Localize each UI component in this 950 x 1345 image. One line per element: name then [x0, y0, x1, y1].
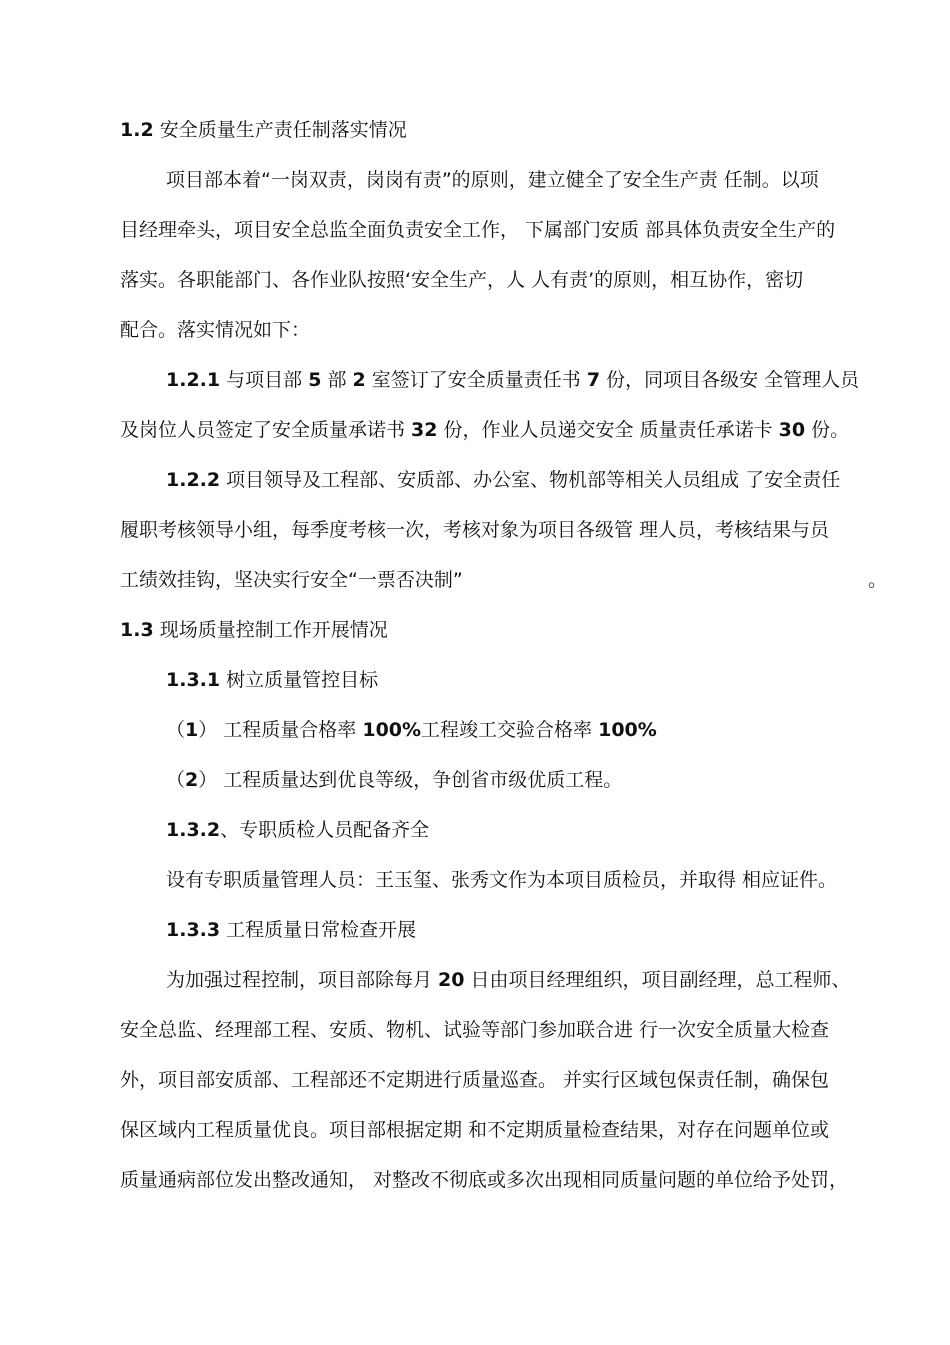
subsection-number: 1.3.3 — [166, 919, 221, 941]
subsection-number: 1.3.2 — [166, 819, 221, 841]
number: 20 — [438, 969, 465, 991]
paragraph-line: 配合。落实情况如下： — [120, 319, 311, 341]
percentage: 100% — [362, 719, 422, 741]
paragraph-1-2-1-line-1 — [166, 365, 880, 395]
subsection-title: 、专职质检人员配备齐全 — [220, 819, 430, 841]
section-number: 1.3 — [120, 619, 154, 641]
subsection-1-3-2-heading — [166, 815, 880, 845]
text-run: 工绩效挂钩，坚决实行安全“一票否决制” — [120, 569, 463, 591]
subsection-title: 工程质量日常检查开展 — [220, 919, 417, 941]
paragraph-line: 落实。各职能部门、各作业队按照‘安全生产，人 人有责’的原则，相互协作，密切 — [120, 269, 804, 291]
list-item-1 — [166, 715, 880, 745]
section-number: 1.2 — [120, 119, 154, 141]
text-run: 与项目部 — [220, 369, 309, 391]
number: 5 — [308, 369, 322, 391]
text-run: 项目领导及工程部、安质部、办公室、物机部等相关人员组成 了安全责任 — [220, 469, 841, 491]
paragraph-line: 外，项目部安质部、工程部还不定期进行质量巡查。 并实行区域包保责任制，确保包 — [120, 1069, 830, 1091]
text-run: ） 工程质量达到优良等级，争创省市级优质工程。 — [198, 769, 623, 791]
text-run: 份，作业人员递交安全 质量责任承诺卡 — [437, 419, 779, 441]
text-run: 部 — [321, 369, 353, 391]
paragraph-line: 安全总监、经理部工程、安质、物机、试验等部门参加联合进 行一次安全质量大检查 — [120, 1019, 830, 1041]
period-mark: 。 — [868, 569, 888, 591]
text-run: 室签订了安全质量责任书 — [365, 369, 587, 391]
item-number: 2 — [185, 769, 199, 791]
text-run: 日由项目经理组织，项目副经理，总工程师、 — [464, 969, 851, 991]
paragraph-line: 履职考核领导小组，每季度考核一次，考核对象为项目各级管 理人员，考核结果与员 — [120, 519, 830, 541]
paragraph-line: 目经理牵头，项目安全总监全面负责安全工作， 下属部门安质 部具体负责安全生产的 — [120, 219, 836, 241]
number: 30 — [778, 419, 806, 441]
subsection-1-3-3-heading — [166, 915, 880, 945]
paragraph-line: 项目部本着“一岗双责，岗岗有责”的原则，建立健全了安全生产责 任制。以项 — [166, 169, 819, 191]
section-1-2-heading — [120, 115, 880, 145]
text-run: ） 工程质量合格率 — [198, 719, 363, 741]
section-1-3-heading — [120, 615, 880, 645]
text-run: （ — [166, 769, 186, 791]
text-run: 份。 — [805, 419, 850, 441]
text-run: 工程竣工交验合格率 — [421, 719, 599, 741]
paragraph-1-3-3-line-1 — [166, 965, 880, 995]
subsection-number: 1.2.1 — [166, 369, 221, 391]
paragraph-line: 质量通病部位发出整改通知， 对整改不彻底或多次出现相同质量问题的单位给予处罚， — [120, 1169, 849, 1191]
text-run: （ — [166, 719, 186, 741]
paragraph-line: 设有专职质量管理人员：王玉玺、张秀文作为本项目质检员，并取得 相应证件。 — [166, 869, 838, 891]
text-run: 为加强过程控制，项目部除每月 — [166, 969, 439, 991]
subsection-number: 1.3.1 — [166, 669, 221, 691]
subsection-number: 1.2.2 — [166, 469, 221, 491]
number: 2 — [352, 369, 366, 391]
item-number: 1 — [185, 719, 199, 741]
paragraph-line: 保区域内工程质量优良。项目部根据定期 和不定期质量检查结果，对存在问题单位或 — [120, 1119, 830, 1141]
text-run: 份，同项目各级安 全管理人员 — [600, 369, 860, 391]
section-title: 安全质量生产责任制落实情况 — [153, 119, 407, 141]
subsection-1-3-1-heading — [166, 665, 880, 695]
list-item-2 — [166, 765, 880, 795]
text-run: 及岗位人员签定了安全质量承诺书 — [120, 419, 412, 441]
paragraph-1-2-2-line-3 — [120, 565, 888, 595]
number: 7 — [586, 369, 601, 391]
subsection-title: 树立质量管控目标 — [220, 669, 379, 691]
number: 32 — [411, 419, 438, 441]
paragraph-1-2-2-line-1 — [166, 465, 880, 495]
section-title: 现场质量控制工作开展情况 — [153, 619, 388, 641]
paragraph-1-2-1-line-2 — [120, 415, 880, 445]
percentage: 100% — [598, 719, 657, 741]
